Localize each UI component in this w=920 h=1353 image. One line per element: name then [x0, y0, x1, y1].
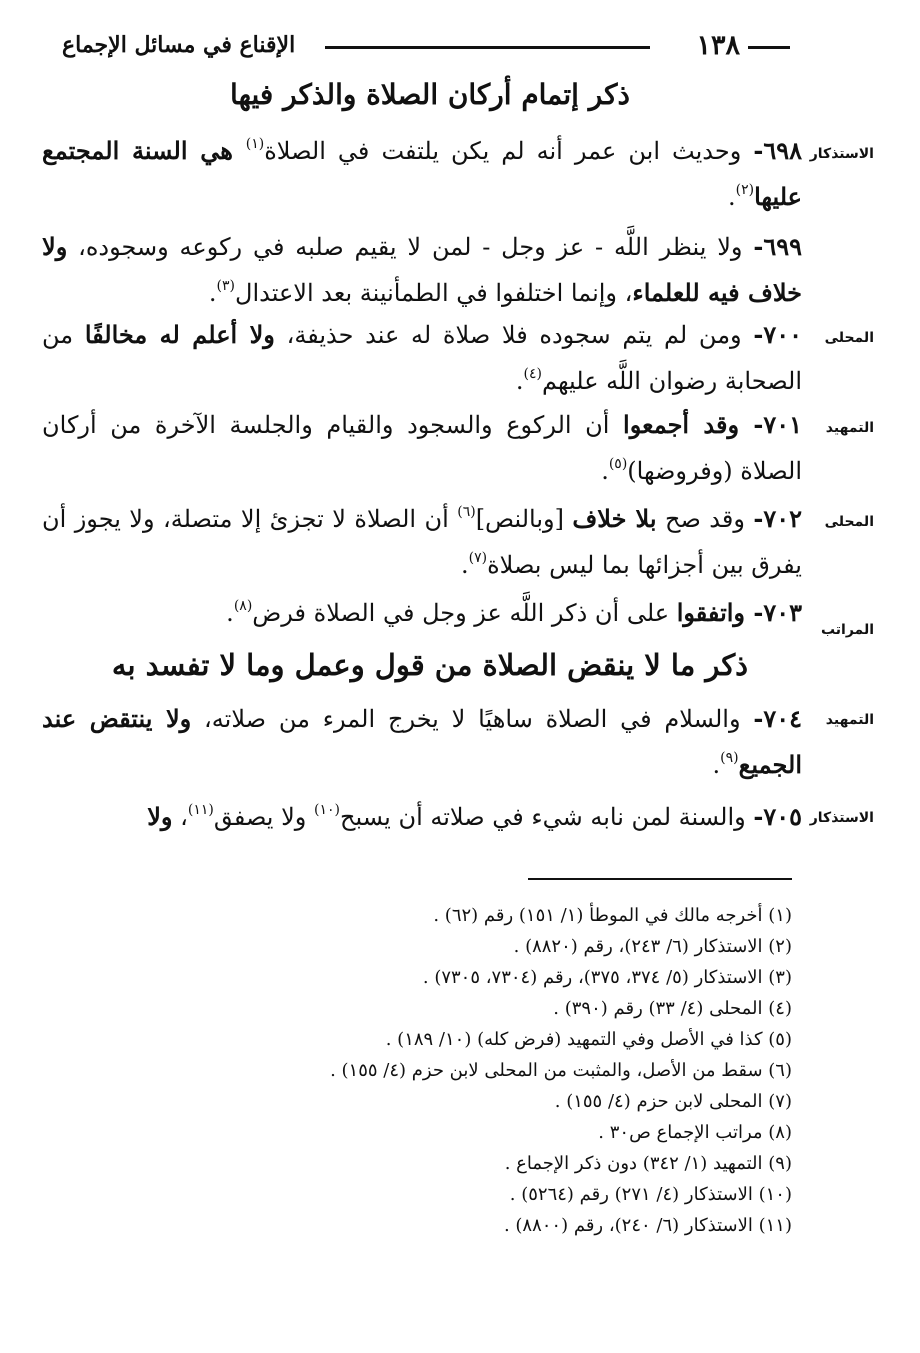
footnote: (٤) المحلى (٤/ ٣٣) رقم (٣٩٠) .	[553, 998, 792, 1019]
entry-end: .	[712, 751, 721, 779]
footnote-ref: (٧)	[468, 550, 488, 566]
entry-end: .	[515, 367, 524, 395]
entry-text: على أن ذكر اللَّه عز وجل في الصلاة فرض	[252, 599, 677, 627]
footnote-ref: (٦)	[457, 504, 476, 520]
footnote-ref: (١٠)	[314, 802, 340, 818]
entry-number: ٧٠١-	[753, 410, 802, 439]
entry-text: ، وإنما اختلفوا في الطمأنينة بعد الاعتدال	[235, 279, 633, 307]
entry-698	[42, 128, 802, 220]
entry-end: .	[226, 599, 234, 627]
margin-source: المحلى	[824, 514, 874, 530]
entry-text: ،	[172, 803, 188, 831]
running-header	[40, 20, 880, 64]
footnote: (٣) الاستذكار (٥/ ٣٧٤، ٣٧٥)، رقم (٧٣٠٤، ٧٣٠٥) .	[422, 967, 792, 988]
entry-end: .	[208, 279, 217, 307]
entry-701	[42, 402, 802, 494]
entry-text: أن الركوع والسجود والقيام والجلسة الآخرة من أركان الصلاة (وفروضها)	[42, 411, 802, 485]
entry-bold: ولا خلاف فيه للعلماء	[42, 232, 802, 307]
entry-bold: ولا	[147, 802, 173, 831]
entry-700	[42, 312, 802, 404]
entry-end: .	[601, 457, 609, 485]
entry-text: أن الصلاة لا تجزئ إلا متصلة، ولا يجوز أن يفرق بين أجزائها بما ليس بصلاة	[42, 505, 802, 579]
footnote: (١) أخرجه مالك في الموطأ (١/ ١٥١) رقم (٦٢) .	[433, 905, 792, 926]
entry-699	[42, 224, 802, 316]
entry-text: ولا ينظر اللَّه - عز وجل - لمن لا يقيم صلبه في ركوعه وسجوده،	[67, 233, 754, 261]
entry-number: ٧٠٣-	[753, 598, 802, 627]
header-rule	[325, 46, 650, 49]
footnote: (٩) التمهيد (١/ ٣٤٢) دون ذكر الإجماع .	[504, 1153, 792, 1174]
entry-number: ٧٠٢-	[753, 504, 802, 533]
section-heading: ذكر ما لا ينقض الصلاة من قول وعمل وما لا تفسد به	[111, 648, 749, 682]
entry-end: .	[728, 183, 736, 211]
footnote: (٨) مراتب الإجماع ص٣٠ .	[598, 1122, 792, 1143]
footnote: (١٠) الاستذكار (٤/ ٢٧١) رقم (٥٢٦٤) .	[509, 1184, 792, 1205]
footnote-ref: (٥)	[608, 456, 628, 472]
entry-number: ٧٠٤-	[753, 704, 802, 733]
entry-text: والسنة لمن نابه شيء في صلاته أن يسبح	[340, 803, 754, 831]
margin-source: الاستذكار	[809, 810, 874, 826]
footnote-ref: (٨)	[233, 598, 253, 614]
header-rule	[748, 46, 790, 49]
entry-text: والسلام في الصلاة ساهيًا لا يخرج المرء من صلاته،	[191, 705, 754, 733]
margin-source: التمهيد	[825, 420, 874, 436]
entry-705	[42, 794, 802, 840]
footnote-ref: (٤)	[523, 366, 542, 382]
entry-703	[42, 590, 802, 636]
entry-bold: ولا أعلم له مخالفًا	[84, 320, 275, 349]
margin-source: التمهيد	[825, 712, 874, 728]
entry-end: .	[460, 551, 469, 579]
book-title: الإقناع في مسائل الإجماع	[62, 32, 296, 58]
entry-text: [وبالنص]	[475, 505, 573, 533]
footnote-separator	[528, 878, 792, 880]
entry-bold: هي السنة المجتمع عليها	[42, 136, 802, 211]
entry-bold: واتفقوا	[676, 598, 754, 627]
footnote-ref: (٢)	[735, 182, 755, 198]
entry-number: ٦٩٨-	[753, 136, 802, 165]
entry-text: من الصحابة رضوان اللَّه عليهم	[42, 321, 802, 395]
footnote: (٢) الاستذكار (٦/ ٢٤٣)، رقم (٨٨٢٠) .	[513, 936, 792, 957]
footnote-ref: (١١)	[187, 802, 214, 818]
section-heading: ذكر إتمام أركان الصلاة والذكر فيها	[230, 78, 630, 111]
entry-bold: وقد أجمعوا	[623, 410, 754, 439]
entry-number: ٧٠٥-	[753, 802, 802, 831]
margin-source: المحلى	[824, 330, 874, 346]
page-number: ١٣٨	[696, 30, 740, 61]
footnote: (٦) سقط من الأصل، والمثبت من المحلى لابن حزم (٤/ ١٥٥) .	[330, 1060, 792, 1081]
footnote: (١١) الاستذكار (٦/ ٢٤٠)، رقم (٨٨٠٠) .	[503, 1215, 792, 1236]
footnote-ref: (٣)	[216, 278, 236, 294]
footnote: (٧) المحلى لابن حزم (٤/ ١٥٥) .	[554, 1091, 792, 1112]
margin-source: الاستذكار	[809, 146, 874, 162]
footnotes	[92, 900, 792, 1241]
entry-number: ٦٩٩-	[753, 232, 802, 261]
entry-number: ٧٠٠-	[753, 320, 802, 349]
entry-704	[42, 696, 802, 788]
footnote-ref: (٩)	[720, 750, 739, 766]
footnote-ref: (١)	[245, 136, 265, 152]
entry-bold: ولا ينتقض عند الجميع	[42, 704, 802, 779]
entry-bold: بلا خلاف	[572, 504, 657, 533]
entry-text: وحديث ابن عمر أنه لم يكن يلتفت في الصلاة	[264, 137, 754, 165]
entry-text: ولا يصفق	[213, 803, 315, 831]
entry-text: وقد صح	[656, 505, 754, 533]
margin-source: المراتب	[820, 622, 874, 638]
entry-text: ومن لم يتم سجوده فلا صلاة له عند حذيفة،	[274, 321, 754, 349]
entry-702	[42, 496, 802, 588]
footnote: (٥) كذا في الأصل وفي التمهيد (فرض كله) (١٠/ ١٨٩) .	[385, 1029, 792, 1050]
